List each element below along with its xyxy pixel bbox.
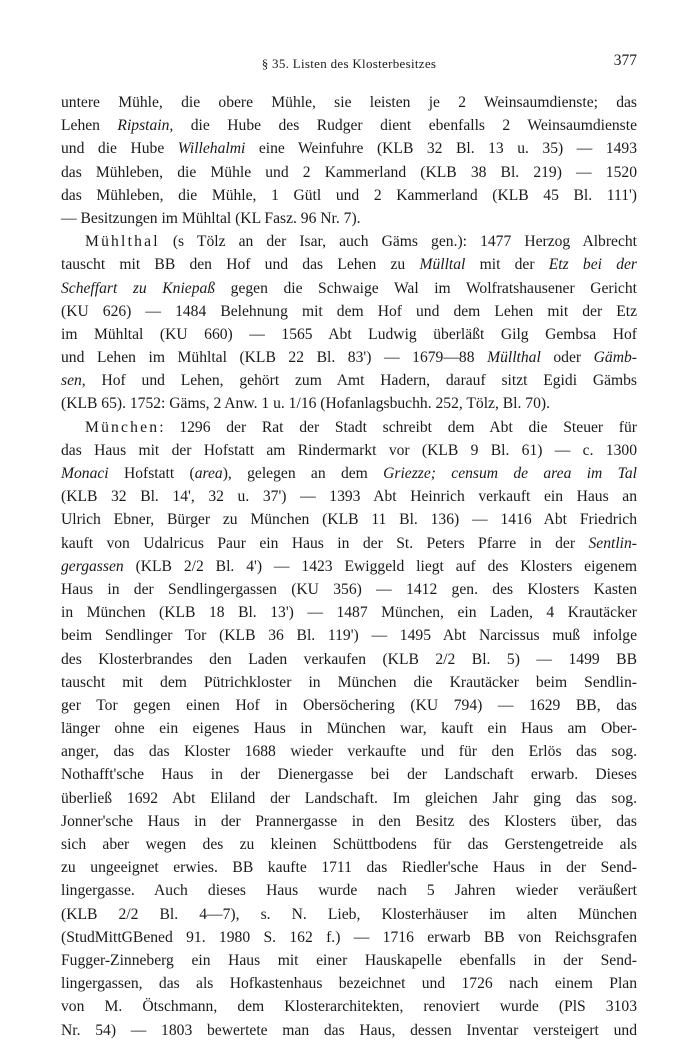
text-line — [61, 740, 637, 763]
italic-text: Monaci — [61, 465, 109, 482]
running-head — [61, 52, 637, 78]
italic-text: gergassen — [61, 557, 124, 575]
text-run: (KLB 2/2 Bl. 4—7), s. N. Lieb, Klosterhäuser im alten München — [61, 905, 637, 923]
text-run: zu ungeeignet erwies. BB kaufte 1711 das Riedler'sche Haus in der Send- — [61, 859, 637, 877]
text-line — [61, 555, 637, 578]
text-line — [61, 949, 637, 972]
book-page — [61, 52, 637, 1042]
text-run: tauscht mit dem Pütrichkloster in München die Krautäcker beim Sendlin- — [61, 673, 637, 691]
text-line — [61, 532, 637, 555]
italic-text: Etz bei der — [548, 256, 638, 274]
text-run: des Klosterbrandes den Laden verkaufen (KLB 2/2 Bl. 5) — 1499 BB — [61, 650, 637, 668]
text-line — [61, 91, 637, 114]
text-line — [61, 323, 637, 346]
text-run: lingergasse. Auch dieses Haus wurde nach 5 Jahren wieder veräußert — [61, 882, 637, 900]
text-run: eine Weinfuhre (KLB 32 Bl. 13 u. 35) — 1493 — [245, 140, 637, 158]
text-line — [61, 439, 637, 462]
text-run: mit der — [465, 256, 549, 274]
text-run: (StudMittGBened 91. 1980 S. 162 f.) — 1716 erwarb BB von Reichsgrafen — [61, 928, 637, 946]
text-line — [61, 253, 637, 276]
text-line — [61, 300, 637, 323]
text-run: die Hube des Rudger dient ebenfalls 2 Weinsaumdienste — [173, 117, 637, 135]
text-run: gegen die Schwaige Wal im Wolfratshausener Gericht — [215, 279, 637, 297]
text-line — [61, 346, 637, 369]
text-line — [61, 972, 637, 995]
body-text — [61, 91, 637, 1042]
italic-text: sen, — [61, 372, 86, 390]
italic-text: Müllthal — [487, 349, 541, 367]
spaced-heading: Mühlthal — [85, 233, 160, 251]
text-line — [61, 508, 637, 531]
text-run: ), gelegen an dem — [222, 465, 384, 482]
text-run: untere Mühle, die obere Mühle, sie leisten je 2 Weinsaumdienste; das — [61, 94, 637, 111]
text-line — [61, 114, 637, 137]
text-line — [61, 671, 637, 694]
italic-text: Griezze; censum de area im Tal — [383, 465, 637, 482]
text-run: Hofstatt ( — [108, 465, 195, 482]
text-run: tauscht mit BB den Hof und das Lehen zu — [61, 256, 420, 274]
text-run: (KU 626) — 1484 Belehnung mit dem Hof und dem Lehen mit der Etz — [61, 302, 637, 320]
text-line — [61, 879, 637, 902]
text-run: (KLB 65). 1752: Gäms, 2 Anw. 1 u. 1/16 (Hofanlagsbuchh. 252, Tölz, Bl. 70). — [61, 395, 550, 413]
text-line — [61, 392, 637, 415]
text-run: ger Tor gegen einen Hof in Obersöchering (KU 794) — 1629 BB, das — [61, 696, 637, 714]
text-run: Hof und Lehen, gehört zum Amt Hadern, darauf sitzt Egidi Gämbs — [85, 372, 637, 390]
text-run: von M. Ötschmann, dem Klosterarchitekten, renoviert wurde (PlS 3103 — [61, 998, 637, 1016]
text-line — [61, 694, 637, 717]
italic-text: Scheffart zu Kniepaß — [61, 279, 216, 297]
text-line — [61, 369, 637, 392]
text-line — [61, 717, 637, 740]
text-line — [61, 207, 637, 230]
text-run: im Mühltal (KU 660) — 1565 Abt Ludwig überläßt Gilg Gembsa Hof — [61, 325, 637, 343]
text-line — [61, 810, 637, 833]
text-run: überließ 1692 Abt Eliland der Landschaft. Im gleichen Jahr ging das sog. — [61, 789, 637, 807]
text-run: und die Hube — [61, 140, 178, 158]
italic-text: Mülltal — [419, 256, 466, 274]
text-run: (KLB 2/2 Bl. 4') — 1423 Ewiggeld liegt auf des Klosters eigenem — [123, 557, 637, 575]
page-number: 377 — [613, 52, 637, 69]
text-run: Jonner'sche Haus in der Prannergasse in den Besitz des Klosters über, das — [61, 812, 637, 830]
spaced-heading: München — [85, 418, 160, 436]
text-line — [61, 1019, 637, 1042]
text-line — [61, 277, 637, 300]
text-line — [61, 856, 637, 879]
text-run: Lehen — [61, 117, 118, 135]
text-run: kauft von Udalricus Paur ein Haus in der St. Peters Pfarre in der — [61, 534, 589, 552]
text-run: Nr. 54) — 1803 bewertete man das Haus, dessen Inventar versteigert und — [61, 1021, 637, 1039]
italic-text: Gämb- — [593, 349, 637, 367]
text-run: das Haus mit der Hofstatt am Rindermarkt vor (KLB 9 Bl. 61) — c. 1300 — [61, 441, 637, 459]
text-line — [61, 787, 637, 810]
text-line — [61, 230, 637, 253]
text-run: anger, das das Kloster 1688 wieder verkaufte und für den Erlös das sog. — [61, 743, 637, 761]
text-run: — Besitzungen im Mühltal (KL Fasz. 96 Nr. 7). — [61, 209, 361, 227]
text-run: Haus in der Sendlingergassen (KU 356) — 1412 gen. des Klosters Kasten — [61, 580, 637, 598]
text-line — [61, 833, 637, 856]
text-run: beim Sendlinger Tor (KLB 36 Bl. 119') — 1495 Abt Narcissus muß infolge — [61, 627, 637, 645]
text-line — [61, 995, 637, 1018]
text-line — [61, 648, 637, 671]
text-line — [61, 578, 637, 601]
text-run: oder — [540, 349, 594, 367]
text-run: (s Tölz an der Isar, auch Gäms gen.): 1477 Herzog Albrecht — [159, 233, 637, 251]
text-line — [61, 903, 637, 926]
text-line — [61, 485, 637, 508]
text-line — [61, 926, 637, 949]
text-line — [61, 462, 637, 485]
text-run: sich aber wegen des zu kleinen Schüttbodens für das Gerstengetreide als — [61, 836, 637, 853]
text-run: länger ohne ein eigenes Haus in München war, kauft ein Haus am Ober- — [61, 720, 637, 738]
italic-text: Willehalmi — [177, 140, 246, 158]
text-run: Fugger-Zinneberg ein Haus mit einer Hauskapelle ebenfalls in der Send- — [61, 951, 637, 969]
text-line — [61, 601, 637, 624]
text-run: : 1296 der Rat der Stadt schreibt dem Abt die Steuer für — [159, 418, 637, 436]
text-run: (KLB 32 Bl. 14', 32 u. 37') — 1393 Abt Heinrich verkauft ein Haus an — [61, 488, 637, 506]
italic-text: Sentlin- — [588, 534, 637, 552]
text-run: das Mühleben, die Mühle und 2 Kammerland (KLB 38 Bl. 219) — 1520 — [61, 163, 637, 181]
italic-text: Ripstain, — [117, 117, 174, 135]
text-run: in München (KLB 18 Bl. 13') — 1487 München, ein Laden, 4 Krautäcker — [61, 604, 637, 622]
italic-text: area — [194, 465, 223, 482]
text-line — [61, 763, 637, 786]
text-line — [61, 161, 637, 184]
text-line — [61, 416, 637, 439]
section-title: § 35. Listen des Klosterbesitzes — [261, 56, 437, 71]
text-line — [61, 184, 637, 207]
text-line — [61, 137, 637, 160]
text-run: Ulrich Ebner, Bürger zu München (KLB 11 Bl. 136) — 1416 Abt Friedrich — [61, 511, 637, 529]
text-line — [61, 624, 637, 647]
text-run: das Mühleben, die Mühle, 1 Gütl und 2 Kammerland (KLB 45 Bl. 111') — [61, 186, 637, 204]
text-run: Nothafft'sche Haus in der Dienergasse bei der Landschaft erwarb. Dieses — [61, 766, 637, 784]
text-run: und Lehen im Mühltal (KLB 22 Bl. 83') — 1679—88 — [61, 349, 488, 367]
text-run: lingergassen, das als Hofkastenhaus bezeichnet und 1726 nach einem Plan — [61, 975, 637, 993]
